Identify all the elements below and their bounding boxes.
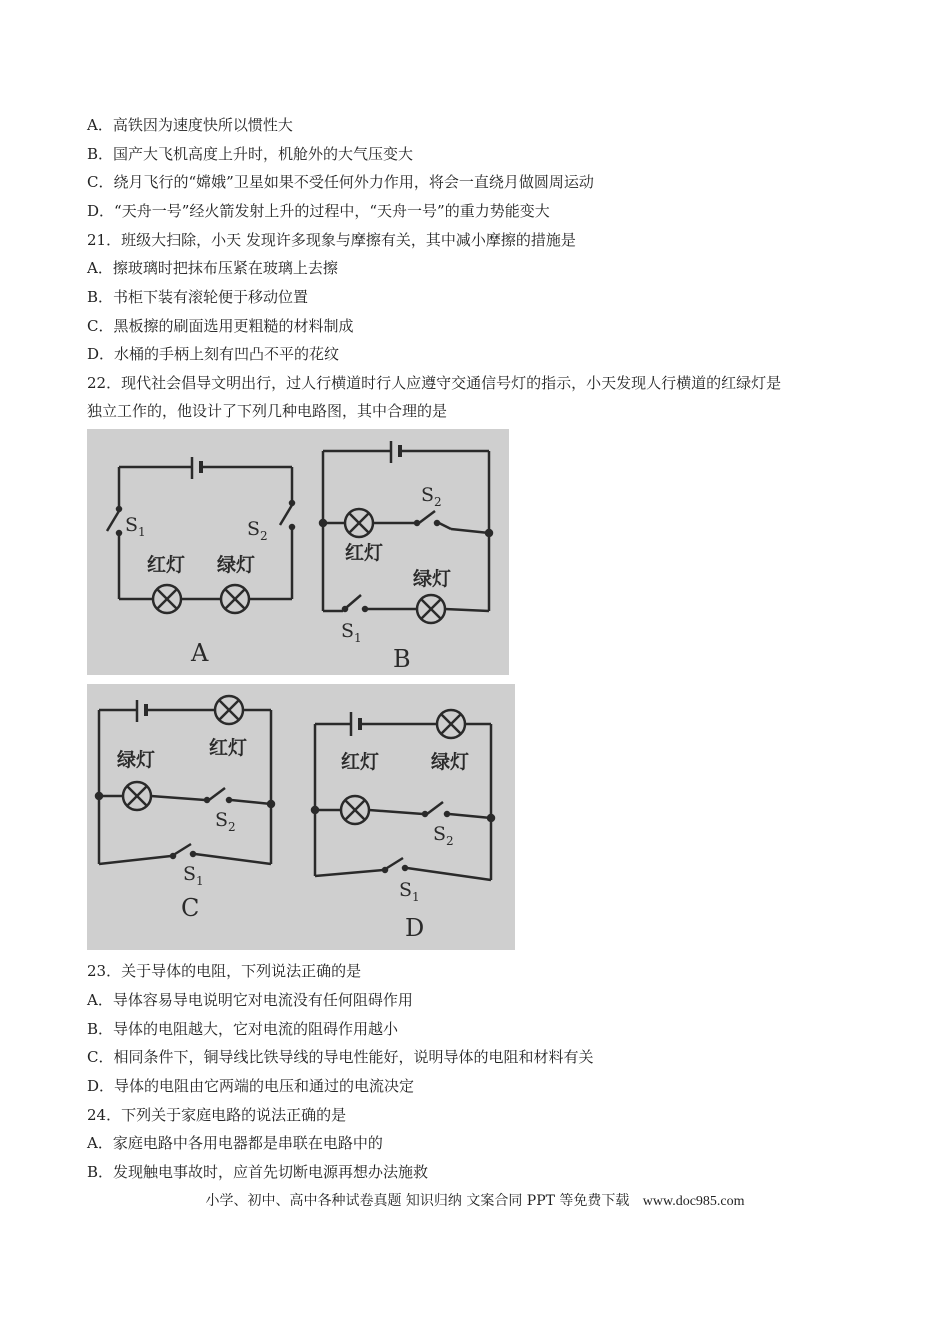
switch-s1-d-label: $S_1$: [399, 879, 420, 904]
lamp-green-c: [123, 782, 151, 810]
q23-stem: 23．关于导体的电阻，下列说法正确的是: [87, 962, 362, 980]
option-c-label: C: [181, 894, 200, 922]
q20-option-c: C．绕月飞行的“嫦娥”卫星如果不受任何外力作用，将会一直绕月做圆周运动: [87, 173, 594, 191]
circuit-b: [320, 441, 492, 673]
lamp-green-b: [417, 595, 445, 623]
lamp-green-d: [437, 710, 465, 738]
q24-stem: 24．下列关于家庭电路的说法正确的是: [87, 1106, 347, 1124]
switch-s1-b-label: $S_1$: [341, 620, 362, 645]
switch-s1-c-label: $S_1$: [183, 863, 204, 888]
q22-stem-line2: 独立工作的，他设计了下列几种电路图，其中合理的是: [87, 402, 448, 420]
circuit-d: [312, 710, 494, 942]
lamp-red-c-label: 红灯: [209, 737, 248, 759]
switch-s2-d: [427, 802, 443, 814]
q21-option-b: B．书柜下装有滚轮便于移动位置: [87, 288, 309, 306]
lamp-red-b-label: 红灯: [345, 542, 384, 564]
lamp-red-c: [215, 696, 243, 724]
option-a-label: A: [191, 639, 209, 667]
lamp-green-a-label: 绿灯: [217, 554, 256, 576]
page-footer: [0, 1191, 950, 1212]
switch-s2-a-label: $S_2$: [247, 518, 268, 543]
q20-option-b: B．国产大飞机高度上升时，机舱外的大气压变大: [87, 145, 414, 163]
switch-s1-b: [347, 595, 361, 607]
circuit-figure-ab: [87, 429, 509, 675]
switch-s2-c-label: $S_2$: [215, 809, 236, 834]
q23-option-a: A．导体容易导电说明它对电流没有任何阻碍作用: [87, 991, 413, 1009]
switch-s1-a-label: $S_1$: [125, 514, 146, 539]
q23-option-c: C．相同条件下，铜导线比铁导线的导电性能好，说明导体的电阻和材料有关: [87, 1048, 594, 1066]
circuit-figure-cd: [87, 684, 515, 950]
footer-url[interactable]: www.doc985.com: [642, 1194, 745, 1209]
lamp-green-c-label: 绿灯: [117, 749, 156, 771]
lamp-red-b: [345, 509, 373, 537]
q22-stem-line1: 22．现代社会倡导文明出行，过人行横道时行人应遵守交通信号灯的指示，小天发现人行横道的红绿灯是: [87, 374, 782, 392]
q20-option-d: D．“天舟一号”经火箭发射上升的过程中，“天舟一号”的重力势能变大: [87, 202, 550, 220]
switch-s2-b-label: $S_2$: [421, 484, 442, 509]
circuit-c: [96, 696, 274, 922]
q24-option-a: A．家庭电路中各用电器都是串联在电路中的: [87, 1134, 383, 1152]
q21-stem: 21．班级大扫除，小天 发现许多现象与摩擦有关，其中减小摩擦的措施是: [87, 231, 576, 249]
switch-s2-d-label: $S_2$: [433, 823, 454, 848]
circuit-a: [107, 457, 294, 667]
option-b-label: B: [393, 645, 411, 673]
q21-option-d: D．水桶的手柄上刻有凹凸不平的花纹: [87, 345, 340, 363]
switch-s2-b: [419, 511, 435, 523]
q23-option-d: D．导体的电阻由它两端的电压和通过的电流决定: [87, 1077, 415, 1095]
switch-s2-a: [280, 505, 292, 525]
option-d-label: D: [405, 914, 425, 942]
switch-s2-c: [209, 788, 225, 800]
lamp-red-d-label: 红灯: [341, 751, 380, 773]
lamp-green-a: [221, 585, 249, 613]
switch-s1-d: [387, 858, 403, 868]
q23-option-b: B．导体的电阻越大，它对电流的阻碍作用越小: [87, 1020, 399, 1038]
lamp-green-b-label: 绿灯: [413, 568, 452, 590]
q21-option-c: C．黑板擦的刷面选用更粗糙的材料制成: [87, 317, 354, 335]
switch-s1-a: [107, 511, 119, 531]
lamp-red-a-label: 红灯: [147, 554, 186, 576]
lamp-green-d-label: 绿灯: [431, 751, 470, 773]
q21-option-a: A．擦玻璃时把抹布压紧在玻璃上去擦: [87, 259, 338, 277]
q24-option-b: B．发现触电事故时，应首先切断电源再想办法施救: [87, 1163, 429, 1181]
lamp-red-a: [153, 585, 181, 613]
lamp-red-d: [341, 796, 369, 824]
switch-s1-c: [175, 844, 191, 854]
footer-text: 小学、初中、高中各种试卷真题 知识归纳 文案合同 PPT 等免费下载: [205, 1193, 630, 1209]
q20-option-a: A．高铁因为速度快所以惯性大: [87, 116, 293, 134]
